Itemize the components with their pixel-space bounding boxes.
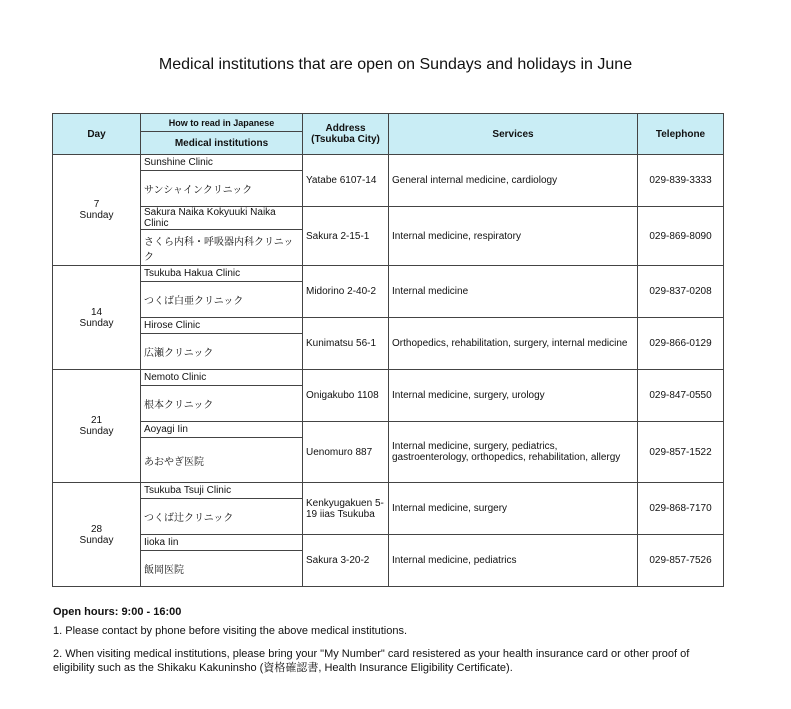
- day-cell: [53, 483, 141, 587]
- page-title: Medical institutions that are open on Sundays and holidays in June: [158, 56, 633, 73]
- day-number: 21: [90, 415, 103, 426]
- schedule-table: [52, 113, 724, 587]
- table-row: [53, 422, 724, 438]
- clinic-telephone: 029-868-7170: [638, 483, 724, 535]
- clinic-name: Sakura Naika Kokyuuki Naika Clinic: [141, 207, 303, 230]
- clinic-telephone: 029-869-8090: [638, 207, 724, 266]
- clinic-japanese-name: 広瀬クリニック: [141, 334, 303, 370]
- clinic-address: Onigakubo 1108: [303, 370, 389, 422]
- clinic-name: Iioka Iin: [141, 535, 303, 551]
- clinic-telephone: 029-857-1522: [638, 422, 724, 483]
- header-address-line2: (Tsukuba City): [311, 134, 380, 145]
- clinic-japanese-name: サンシャインクリニック: [141, 171, 303, 207]
- header-day: Day: [53, 114, 141, 155]
- clinic-services: Orthopedics, rehabilitation, surgery, internal medicine: [389, 318, 638, 370]
- open-hours: Open hours: 9:00 - 16:00: [53, 606, 182, 618]
- header-services: Services: [389, 114, 638, 155]
- clinic-address: Sakura 2-15-1: [303, 207, 389, 266]
- clinic-name: Hirose Clinic: [141, 318, 303, 334]
- clinic-services: Internal medicine, respiratory: [389, 207, 638, 266]
- day-name: Sunday: [79, 426, 114, 437]
- clinic-address: Yatabe 6107-14: [303, 155, 389, 207]
- clinic-telephone: 029-857-7526: [638, 535, 724, 587]
- clinic-name: Sunshine Clinic: [141, 155, 303, 171]
- clinic-japanese-name: 根本クリニック: [141, 386, 303, 422]
- clinic-address: Uenomuro 887: [303, 422, 389, 483]
- header-address-line1: Address: [325, 123, 366, 134]
- day-name: Sunday: [79, 534, 114, 546]
- clinic-services: General internal medicine, cardiology: [389, 155, 638, 207]
- clinic-japanese-name: 飯岡医院: [141, 551, 303, 587]
- table-row: [53, 370, 724, 386]
- table-row: [53, 207, 724, 230]
- clinic-services: Internal medicine, pediatrics: [389, 535, 638, 587]
- table-row: [53, 535, 724, 551]
- table-row: [53, 266, 724, 282]
- header-telephone: Telephone: [638, 114, 724, 155]
- table-row: [53, 155, 724, 171]
- clinic-services: Internal medicine, surgery, pediatrics, gastroenterology, orthopedics, rehabilitation, allergy: [389, 422, 638, 483]
- clinic-japanese-name: さくら内科・呼吸器内科クリニック: [141, 230, 303, 266]
- note-1: 1. Please contact by phone before visiting the above medical institutions.: [53, 625, 408, 637]
- clinic-telephone: 029-866-0129: [638, 318, 724, 370]
- clinic-services: Internal medicine, surgery, urology: [389, 370, 638, 422]
- clinic-name: Aoyagi Iin: [141, 422, 303, 438]
- day-cell: [53, 155, 141, 266]
- clinic-japanese-name: つくば白亜クリニック: [141, 282, 303, 318]
- day-number: 14: [90, 306, 103, 318]
- clinic-name: Nemoto Clinic: [141, 370, 303, 386]
- clinic-address: Kunimatsu 56-1: [303, 318, 389, 370]
- clinic-name: Tsukuba Tsuji Clinic: [141, 483, 303, 499]
- day-name: Sunday: [79, 317, 114, 329]
- clinic-address: Sakura 3-20-2: [303, 535, 389, 587]
- day-number: 28: [90, 523, 103, 535]
- clinic-telephone: 029-847-0550: [638, 370, 724, 422]
- table-row: [53, 318, 724, 334]
- day-cell: [53, 266, 141, 370]
- clinic-address: Kenkyugakuen 5-19 iias Tsukuba: [303, 483, 389, 535]
- note-2: 2. When visiting medical institutions, please bring your "My Number" card resistered as your health insurance card or other proof of eligibility such as the Shikaku Kakuninsho (資格確認書, Health Insurance Eligibility Certificate).: [53, 648, 690, 674]
- header-institutions: Medical institutions: [141, 132, 303, 155]
- clinic-telephone: 029-839-3333: [638, 155, 724, 207]
- header-address: [303, 114, 389, 155]
- clinic-japanese-name: つくば辻クリニック: [141, 499, 303, 535]
- day-number: 7: [93, 199, 100, 210]
- clinic-services: Internal medicine: [389, 266, 638, 318]
- clinic-japanese-name: あおやぎ医院: [141, 438, 303, 483]
- clinic-address: Midorino 2-40-2: [303, 266, 389, 318]
- table-row: [53, 483, 724, 499]
- day-name: Sunday: [79, 210, 114, 221]
- clinic-name: Tsukuba Hakua Clinic: [141, 266, 303, 282]
- day-cell: [53, 370, 141, 483]
- clinic-services: Internal medicine, surgery: [389, 483, 638, 535]
- header-how-to-read: How to read in Japanese: [141, 114, 303, 132]
- clinic-telephone: 029-837-0208: [638, 266, 724, 318]
